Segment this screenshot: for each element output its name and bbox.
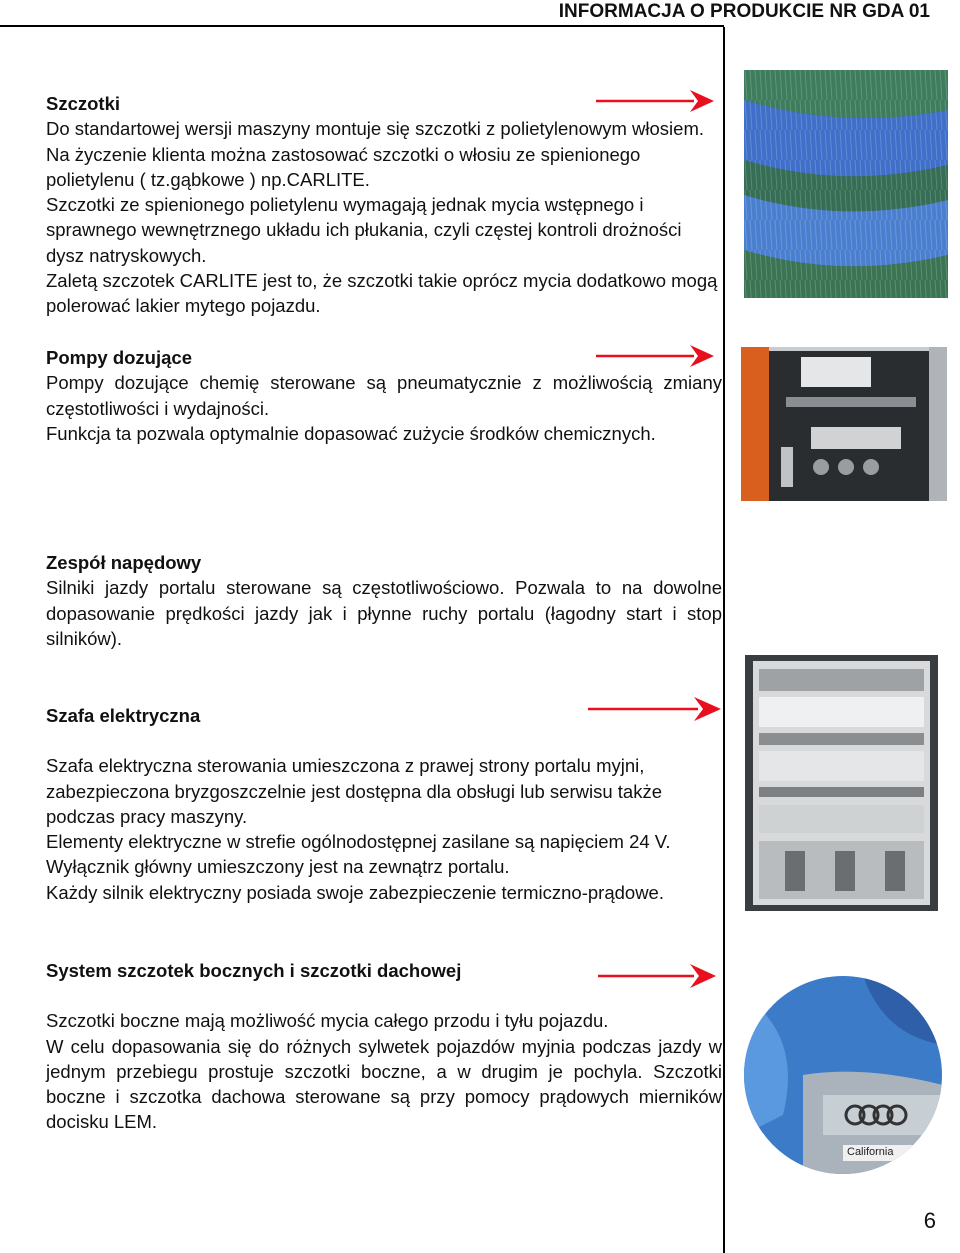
section-drive-unit xyxy=(46,550,722,651)
section-brushes xyxy=(46,91,722,319)
car-plate-text: California xyxy=(847,1146,894,1158)
car-wash-photo xyxy=(743,975,943,1175)
brushes-photo xyxy=(744,70,948,298)
section-title: Zespół napędowy xyxy=(46,552,202,573)
paragraph: Szczotki ze spienionego polietylenu wymagają jednak mycia wstępnego i sprawnego wewnętrznego układu ich płukania, czyli częstej kontroli drożności dysz natryskowych. xyxy=(46,194,682,266)
electrical-cabinet-photo xyxy=(745,655,938,911)
paragraph: Pompy dozujące chemię sterowane są pneumatycznie z możliwością zmiany częstotliwości i wydajności. xyxy=(46,372,722,419)
arrow-right-icon xyxy=(596,962,718,990)
arrow-right-icon xyxy=(594,88,716,114)
paragraph: Do standartowej wersji maszyny montuje się szczotki z polietylenowym włosiem. Na życzenie klienta można zastosować szczotki o włosiu ze spienionego polietylenu ( tz.gąbkowe ) np.CARLITE. xyxy=(46,118,705,190)
paragraph: Silniki jazdy portalu sterowane są częstotliwościowo. Pozwala to na dowolne dopasowanie prędkości jazdy jak i płynne ruchy portalu (łagodny start i stop silników). xyxy=(46,577,722,649)
section-title: System szczotek bocznych i szczotki dachowej xyxy=(46,960,462,981)
arrow-right-icon xyxy=(586,695,724,723)
section-electrical-cabinet xyxy=(46,703,722,905)
document-header: INFORMACJA O PRODUKCIE NR GDA 01 xyxy=(558,1,930,22)
column-divider xyxy=(723,27,725,1253)
paragraph: Elementy elektryczne w strefie ogólnodostępnej zasilane są napięciem 24 V. Wyłącznik główny umieszczony jest na zewnątrz portalu. xyxy=(46,831,671,878)
paragraph: Zaletą szczotek CARLITE jest to, że szczotki takie oprócz mycia dodatkowo mogą polerować lakier mytego pojazdu. xyxy=(46,270,718,317)
paragraph: Każdy silnik elektryczny posiada swoje zabezpieczenie termiczno-prądowe. xyxy=(46,881,664,903)
section-title: Szczotki xyxy=(46,93,121,114)
car-wash-scene xyxy=(743,975,943,1175)
paragraph: Szczotki boczne mają możliwość mycia całego przodu i tyłu pojazdu. xyxy=(46,1010,609,1032)
paragraph: Funkcja ta pozwala optymalnie dopasować zużycie środków chemicznych. xyxy=(46,422,656,444)
arrow-right-icon xyxy=(594,343,716,369)
header-rule xyxy=(0,25,724,27)
paragraph: Szafa elektryczna sterowania umieszczona z prawej strony portalu myjni, zabezpieczona bryzgoszczelnie jest dostępna dla obsługi lub serwisu także podczas pracy maszyny. xyxy=(46,755,662,827)
paragraph: W celu dopasowania się do różnych sylwetek pojazdów myjnia podczas jazdy w jednym przebiegu prostuje szczotki boczne, a w drugim je pochyla. Szczotki boczne i szczotka dachowa sterowane są przy pomocy prądowych mierników docisku LEM. xyxy=(46,1035,722,1133)
page-number: 6 xyxy=(923,1208,936,1233)
section-title: Pompy dozujące xyxy=(46,347,192,368)
dosing-pumps-photo xyxy=(741,347,947,501)
section-title: Szafa elektryczna xyxy=(46,705,201,726)
